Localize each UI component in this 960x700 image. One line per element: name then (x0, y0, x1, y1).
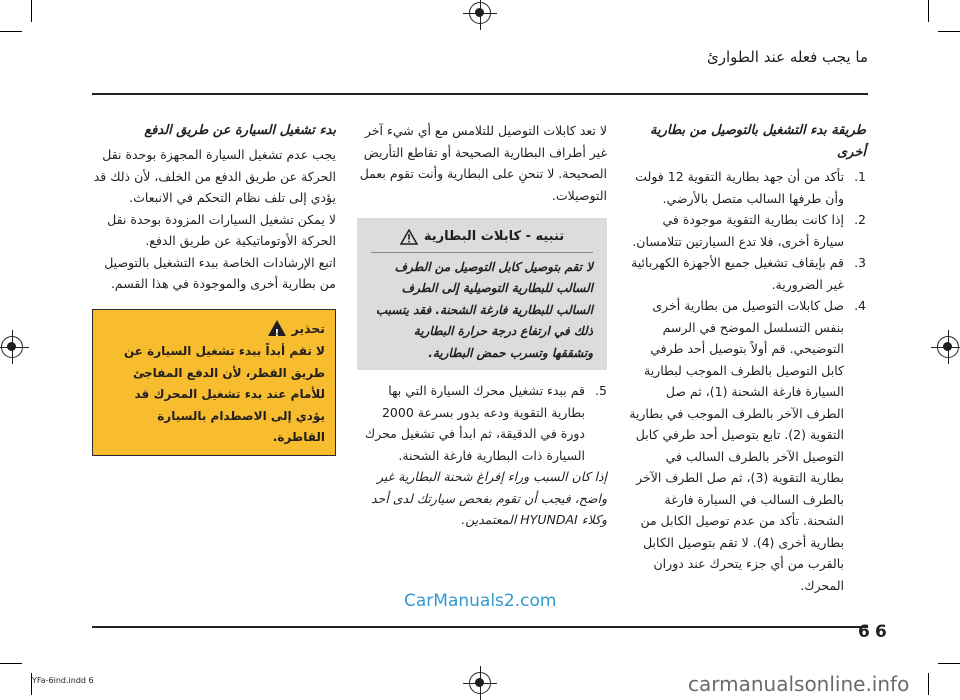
file-label: YFa-6ind.indd 6 (32, 676, 94, 685)
list-item (628, 295, 866, 596)
caution-title: تنبيه - كابلات البطارية (423, 229, 565, 244)
watermark-bottom: carmanualsonline.info (688, 672, 910, 696)
watermark-top: CarManuals2.com (404, 591, 557, 611)
dealer-note: إذا كان السبب وراء إفراغ شحنة البطارية غير واضح، فيجب أن تقوم بفحص سيارتك لدى أحد وكلاء HYUNDAI المعتمدين. (371, 469, 607, 527)
list-item (628, 166, 866, 209)
caution-text: لا تقم بتوصيل كابل التوصيل من الطرف السالب للبطارية التوصيلية إلى الطرف السالب للبطارية فارغة الشحنة. فقد يتسبب ذلك في ارتفاع درجة حرارة البطارية وتشققها وتسرب حمض البطارية. (375, 259, 593, 360)
jump-start-heading: طريقة بدء التشغيل بالتوصيل من بطارية أخرى (650, 123, 866, 160)
crop-mark-top-left-h (0, 31, 22, 32)
crop-mark-top-left-v (31, 0, 32, 22)
step-text: قم ببدء تشغيل محرك السيارة التي بها بطارية التقوية ودعه يدور بسرعة 2000 دورة في الدقيقة، ثم ابدأ في تشغيل محرك السيارة ذات البطارية فارغة الشحنة. (364, 383, 585, 463)
intro-paragraph: لا تعد كابلات التوصيل للتلامس مع أي شيء آخر غير أطراف البطارية الصحيحة أو تقاطع التأريض الصحيحة. لا تنحنِ على البطارية وأنت تقوم بعمل التوصيلات. (359, 123, 607, 203)
warning-title: تحذير (291, 320, 325, 336)
crop-mark-bottom-right-h (938, 663, 960, 664)
registration-mark-icon (1, 336, 23, 358)
list-item (628, 209, 866, 252)
step-number: 4. (854, 298, 866, 313)
registration-mark-icon (469, 2, 491, 24)
jump-start-steps-continued (357, 380, 607, 466)
warning-triangle-icon: ! (268, 320, 286, 336)
caution-box (357, 218, 607, 370)
step-text: تأكد من أن جهد بطارية التقوية 12 فولت وأن طرفها السالب متصل بالأرضي. (635, 169, 844, 206)
page-number-left: 6 (858, 622, 870, 642)
right-column (628, 120, 866, 596)
warning-text: لا تقم أبداً ببدء تشغيل السيارة عن طريق القطر، لأن الدفع المفاجئ للأمام عند بدء تشغيل المحرك قد يؤدي إلى الاصطدام بالسيارة القاطرة. (123, 344, 325, 444)
section-title: ما يجب فعله عند الطوارئ (707, 48, 868, 66)
push-start-paragraph: اتبع الإرشادات الخاصة ببدء التشغيل بالتوصيل من بطارية أخرى والموجودة في هذا القسم. (104, 254, 336, 291)
step-number: 3. (854, 255, 866, 270)
crop-mark-bottom-right-v (928, 673, 929, 695)
page-rule (92, 626, 868, 628)
caution-header (371, 226, 593, 253)
warning-header (103, 318, 325, 340)
jump-start-steps (628, 166, 866, 596)
list-item (628, 252, 866, 295)
step-text: صل كابلات التوصيل من بطارية أخرى بنفس التسلسل الموضح في الرسم التوضيحي. قم أولاً بتوصيل أحد طرفي كابل التوصيل بالطرف الموجب لبطارية السيارة فارغة الشحنة (1)، ثم صل الطرف الآخر بالطرف الموجب في بطارية التقوية (2). تابع بتوصيل أحد طرفي كابل التوصيل الآخر بالطرف السالب في بطارية التقوية (3)، ثم صل الطرف الآخر بالطرف السالب في السيارة فارغة الشحنة. تأكد من عدم توصيل الكابل من بطارية أخرى (4). لا تقم بتوصيل الكابل بالقرب من أي جزء يتحرك عند دوران المحرك. (629, 298, 844, 593)
page-number-right: 6 (875, 622, 887, 642)
push-start-paragraph: يجب عدم تشغيل السيارة المجهزة بوحدة نقل الحركة عن طريق الدفع من الخلف، لأن ذلك قد يؤدي إلى تلف نظام التحكم في الانبعاث. (93, 147, 336, 205)
crop-mark-top-right-h (938, 31, 960, 32)
caution-triangle-icon (400, 229, 418, 245)
push-start-paragraph: لا يمكن تشغيل السيارات المزودة بوحدة نقل الحركة الأوتوماتيكية عن طريق الدفع. (107, 211, 336, 248)
crop-mark-top-right-v (928, 0, 929, 22)
step-number: 5. (595, 383, 607, 398)
left-column (92, 120, 336, 456)
crop-mark-bottom-left-h (0, 663, 22, 664)
middle-column (357, 120, 607, 531)
header-rule (92, 93, 868, 95)
step-number: 1. (854, 169, 866, 184)
list-item (357, 380, 607, 466)
warning-box (92, 309, 336, 456)
registration-mark-icon (469, 672, 491, 694)
step-text: قم بإيقاف تشغيل جميع الأجهزة الكهربائية غير الضرورية. (631, 255, 844, 292)
step-text: إذا كانت بطارية التقوية موجودة في سيارة أخرى، فلا تدع السيارتين تتلامسان. (632, 212, 844, 249)
push-start-heading: بدء تشغيل السيارة عن طريق الدفع (144, 123, 336, 138)
step-number: 2. (854, 212, 866, 227)
registration-mark-icon (937, 336, 959, 358)
